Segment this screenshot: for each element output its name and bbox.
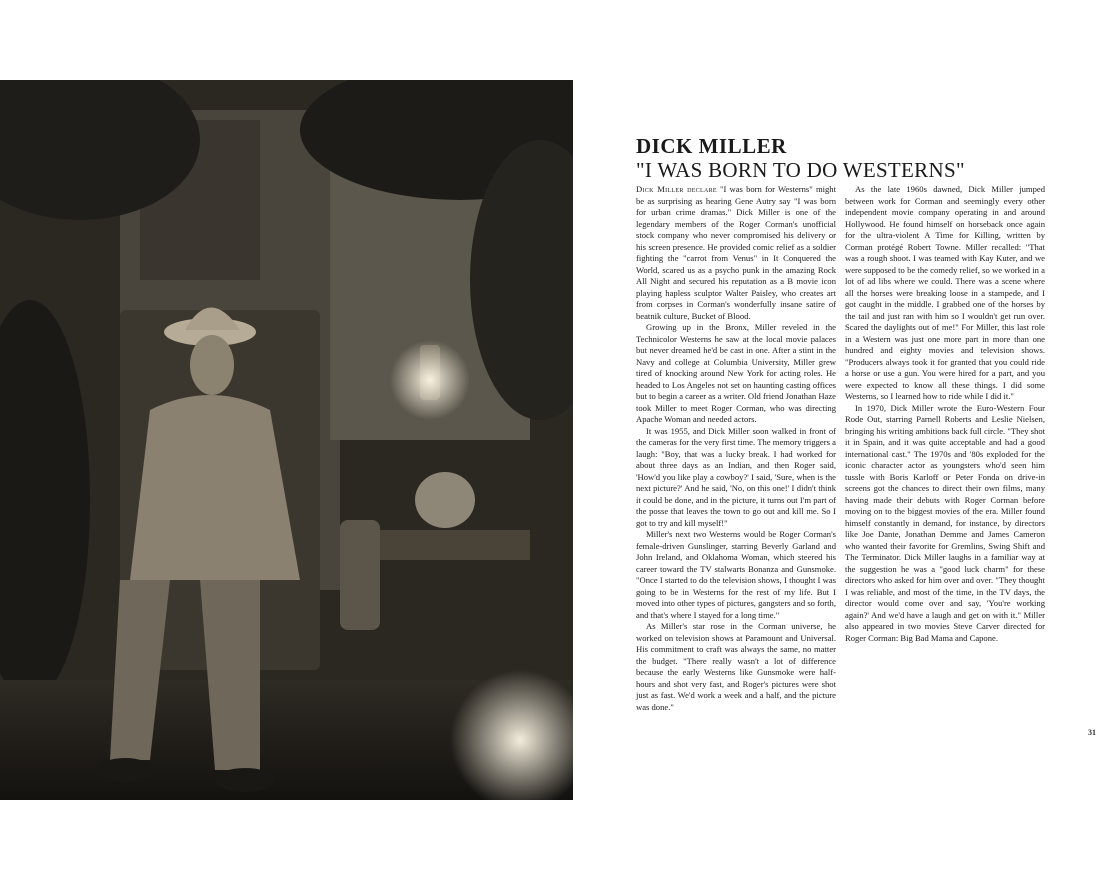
paragraph-1	[636, 184, 836, 322]
article-subtitle: "I WAS BORN TO DO WESTERNS"	[636, 158, 965, 182]
text-column-left	[636, 184, 836, 713]
paragraph-7: In 1970, Dick Miller wrote the Euro-Western Four Rode Out, starring Parnell Roberts and Leslie Nielsen, bringing his writing ambitions back full circle. "They shot it in Spain, and it was quite acceptable and had a good international cast." The 1970s and '80s exploded for the iconic character actor as youngsters who'd seen him tussle with Boris Karloff or Peter Fonda on drive-in screens got the chances to direct their own films, many having made their debuts with Roger Corman before moving on to the biggest movies of the era. Miller found himself constantly in demand, for instance, by directors like Joe Dante, Jonathan Demme and James Cameron who wanted their favorite for Gremlins, Swing Shift and The Terminator. Dick Miller laughs in a familiar way at the suggestion he was a "good luck charm" for these directors who asked for him over and over. "They thought I was reliable, and most of the time, in the TV days, the director would come over and say, 'You're working again?' And we'd have a laugh and get on with it." Miller also appeared in two movies Steve Carver directed for Roger Corman: Big Bad Mama and Capone.	[845, 402, 1045, 643]
drop-lead: Dick Miller declare	[636, 184, 717, 194]
paragraph-5: As Miller's star rose in the Corman universe, he worked on television shows at Paramount and Universal. His commitment to craft was always the same, no matter the budget. "There really wasn't a lot of difference because the early Westerns like Gunsmoke were half-hours and shot very fast, and Roger's pictures were shot just as fast. We'd work a week and a half, and the picture was done."	[636, 621, 836, 712]
paragraph-2: Growing up in the Bronx, Miller reveled in the Technicolor Westerns he saw at the local movie palaces but never dreamed he'd be cast in one. After a stint in the Navy and college at Columbia University, Miller grew tired of knocking around New York for acting roles. He headed to Los Angeles not set on haunting casting offices but to begin a career as a writer. Old friend Jonathan Haze took Miller to meet Roger Corman, who was directing Apache Woman and needed actors.	[636, 322, 836, 424]
page-number: 31	[1088, 728, 1096, 737]
article-heading	[636, 134, 1076, 182]
article-title: DICK MILLER	[636, 134, 787, 158]
text-column-right	[845, 184, 1045, 644]
paragraph-4: Miller's next two Westerns would be Roger Corman's female-driven Gunslinger, starring Beverly Garland and John Ireland, and Oklahoma Woman, which steered his career toward the TV stalwarts Bonanza and Gunsmoke. "Once I started to do the television shows, I thought I was going to be in Westerns for the rest of my life. But I moved into other types of pictures, gangsters and so forth, and that's where I stayed for a long time."	[636, 529, 836, 620]
paragraph-6: As the late 1960s dawned, Dick Miller jumped between work for Corman and seemingly every other independent movie company operating in and around Hollywood. He found himself on horseback once again for the ultra-violent A Time for Killing, written by Corman protégé Robert Towne. Miller recalled: "That was a rough shoot. I was teamed with Kay Kuter, and we were supposed to be the comedy relief, so we worked in a lot of ad libs where we could. There was a scene where all the horses were breaking loose in a stampede, and I got caught in the middle. I grabbed one of the horses by the tail and just ran with him so I wouldn't get run over. Scared the daylights out of me!" For Miller, this last role in a Western was just one more part in more than one hundred and eighty movies and television shows. "Producers always took it for granted that you could ride a horse or use a gun. You were hired for a part, and you were expected to know all these things. I did some Westerns, so I learned how to ride while I did it."	[845, 184, 1045, 401]
paragraph-1-text: "I was born for Westerns" might be as surprising as hearing Gene Autry say "I was born for urban crime dramas." Dick Miller is one of the legendary members of the Roger Corman's unofficial stock company who never compromised his delivery or his screen presence. He provided comic relief as a soldier fighting the "carrot from Venus" in It Conquered the World, scared us as a psycho punk in the amazing Rock All Night and secured his reputation as a B movie icon playing hapless sculptor Walter Paisley, who creates art from corpses in Corman's wonderfully insane satire of beatnik culture, Bucket of Blood.	[636, 184, 836, 321]
portrait-photo	[0, 80, 573, 800]
paragraph-3: It was 1955, and Dick Miller soon walked in front of the cameras for the very first time. The memory triggers a laugh: "Boy, that was a lucky break. I had worked for about three days as an Indian, and then Roger said, 'How'd you like play a cowboy?' I said, 'Sure, when is the next picture?' And he said, 'No, on this one!' I didn't think it could be done, and in the picture, it turns out I'm part of the posse that leaves the town to go out and kill me. So I got to try and kill myself!"	[636, 425, 836, 528]
portrait-illustration	[0, 80, 573, 800]
